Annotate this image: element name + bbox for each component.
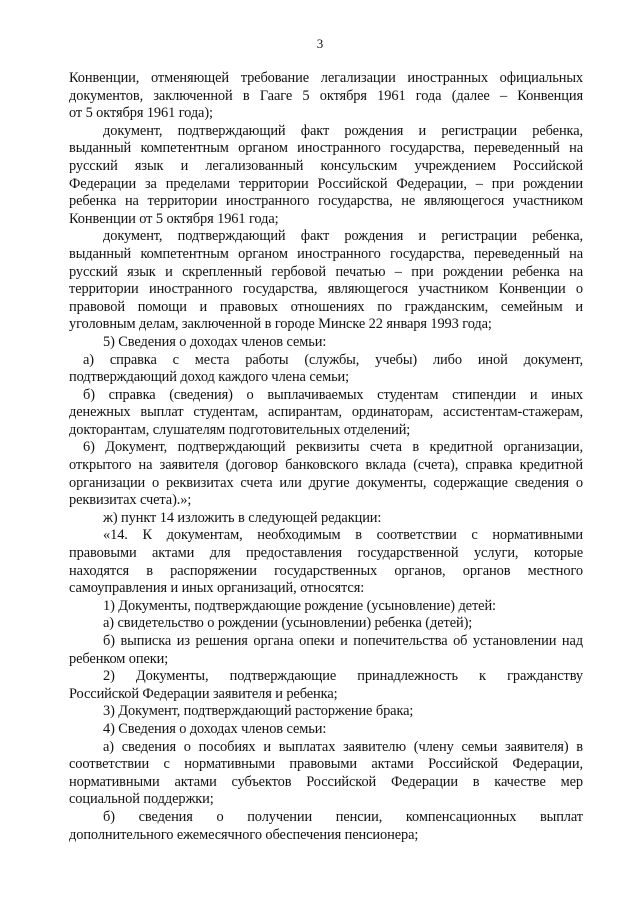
text-line: находятся в распоряжении государственных органов, органов местного <box>69 562 583 579</box>
text-line: правовыми актами для предоставления государственной услуги, которые <box>69 545 583 562</box>
text-line: уголовным делам, заключенной в городе Минске 22 января 1993 года; <box>69 316 492 333</box>
page-number: 3 <box>316 36 324 51</box>
text-line: а) справка с места работы (службы, учебы) либо иной документ, <box>83 351 583 368</box>
text-line: от 5 октября 1961 года); <box>69 105 213 122</box>
text-line: 3) Документ, подтверждающий расторжение брака; <box>103 703 414 720</box>
text-line: б) справка (сведения) о выплачиваемых студентам стипендии и иных <box>83 386 583 403</box>
text-line: правовой помощи и правовых отношениях по гражданским, семейным и <box>69 298 583 315</box>
text-line: денежных выплат студентам, аспирантам, ординаторам, ассистентам-стажерам, <box>69 404 583 421</box>
text-line: реквизитах счета).»; <box>69 492 192 509</box>
text-line: а) сведения о пособиях и выплатах заявителю (члену семьи заявителя) в <box>103 738 583 755</box>
text-line: русский язык и легализованный консульским учреждением Российской <box>69 157 583 174</box>
text-line: Российской Федерации заявителя и ребенка; <box>69 685 338 702</box>
text-line: самоуправления и иных организаций, относятся: <box>69 580 365 597</box>
text-line: документ, подтверждающий факт рождения и регистрации ребенка, <box>103 228 583 245</box>
text-line: 5) Сведения о доходах членов семьи: <box>103 333 327 350</box>
text-line: документов, заключенной в Гааге 5 октября 1961 года (далее – Конвенция <box>69 87 583 104</box>
text-line: дополнительного ежемесячного обеспечения пенсионера; <box>69 826 419 843</box>
text-line: соответствии с нормативными правовыми актами Российской Федерации, <box>69 756 583 773</box>
text-line: документ, подтверждающий факт рождения и регистрации ребенка, <box>103 122 583 139</box>
text-line: а) свидетельство о рождении (усыновлении) ребенка (детей); <box>103 615 473 632</box>
text-line: открытого на заявителя (договор банковского вклада (счета), справка кредитной <box>69 457 583 474</box>
text-line: ребенка на территории иностранного государства, не являющегося участником <box>69 193 583 210</box>
text-line: ж) пункт 14 изложить в следующей редакции: <box>103 509 382 526</box>
text-line: докторантам, слушателям подготовительных отделений; <box>69 421 411 438</box>
text-line: 4) Сведения о доходах членов семьи: <box>103 720 327 737</box>
text-line: ребенком опеки; <box>69 650 169 667</box>
text-line: организации о реквизитах счета или другие документы, содержащие сведения о <box>69 474 583 491</box>
text-line: подтверждающий доход каждого члена семьи; <box>69 369 350 386</box>
text-line: б) выписка из решения органа опеки и попечительства об установлении над <box>103 633 583 649</box>
text-line: б) сведения о получении пенсии, компенсационных выплат <box>103 808 583 825</box>
text-line: нормативными актами субъектов Российской Федерации в качестве мер <box>69 773 583 790</box>
text-line: социальной поддержки; <box>69 791 214 808</box>
text-line: русский язык и скрепленный гербовой печатью – при рождении ребенка на <box>69 263 583 280</box>
text-line: 2) Документы, подтверждающие принадлежность к гражданству <box>103 668 583 685</box>
text-line: территории иностранного государства, являющегося участником Конвенции о <box>69 281 583 298</box>
text-line: Конвенции от 5 октября 1961 года; <box>69 210 279 227</box>
text-line: Федерации за пределами территории Российской Федерации, – при рождении <box>69 175 583 192</box>
text-line: «14. К документам, необходимым в соответствии с нормативными <box>103 527 583 544</box>
text-line: выданный компетентным органом иностранного государства, переведенный на <box>69 140 583 157</box>
text-line: Конвенции, отменяющей требование легализации иностранных официальных <box>69 70 583 86</box>
text-line: 6) Документ, подтверждающий реквизиты счета в кредитной организации, <box>83 439 583 456</box>
text-line: 1) Документы, подтверждающие рождение (усыновление) детей: <box>103 597 496 614</box>
document-body <box>69 70 583 844</box>
text-line: выданный компетентным органом иностранного государства, переведенный на <box>69 245 583 262</box>
